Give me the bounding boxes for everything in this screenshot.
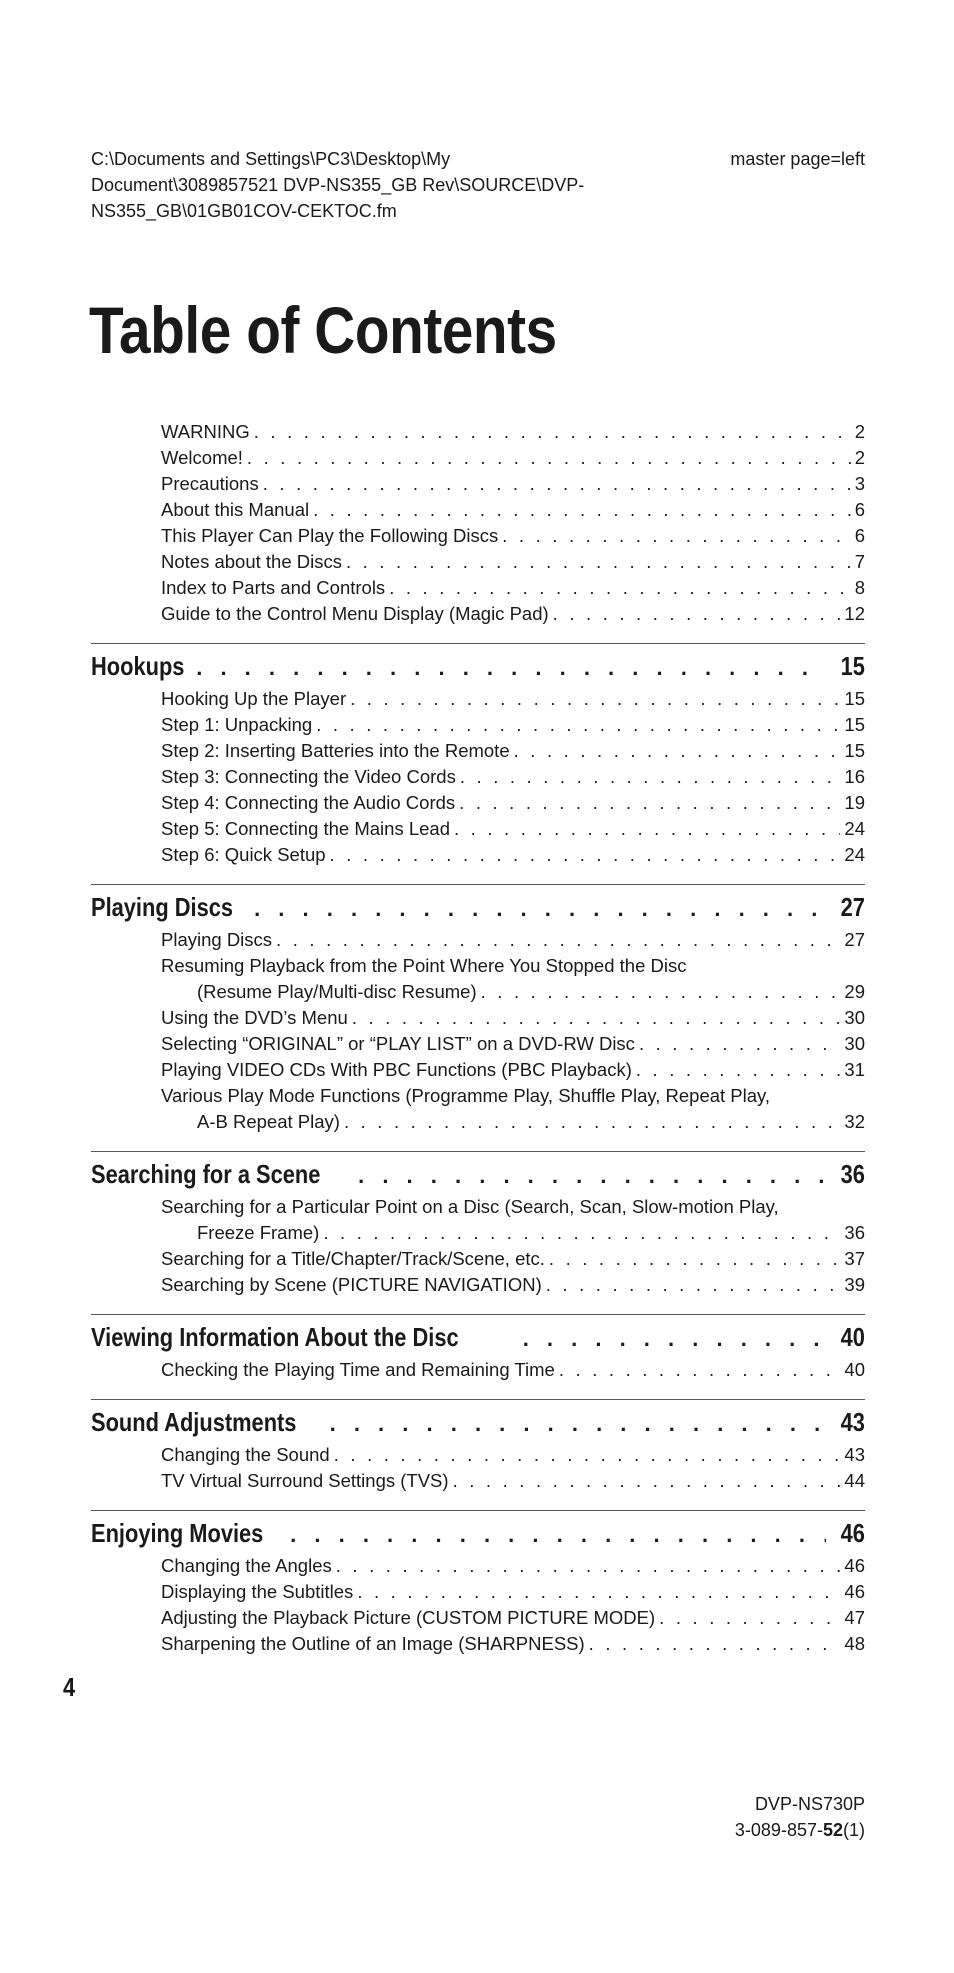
toc-section [91, 1510, 865, 1657]
toc-entry-line: Resuming Playback from the Point Where You Stopped the Disc [161, 955, 687, 976]
footer [735, 1791, 865, 1843]
dot-leader [549, 1246, 841, 1272]
toc-entry [91, 738, 865, 764]
section-page: 15 [840, 651, 865, 681]
toc-entry-title: Searching for a Title/Chapter/Track/Scene, etc. [161, 1248, 545, 1269]
toc-entry [91, 471, 865, 497]
toc-entry-title: Searching by Scene (PICTURE NAVIGATION) [161, 1274, 542, 1295]
toc-entry [91, 1005, 865, 1031]
dot-leader [502, 523, 850, 549]
toc-entry [91, 686, 865, 712]
toc-entry-page: 15 [844, 740, 865, 761]
dot-leader [559, 1357, 841, 1383]
toc-entry [91, 1031, 865, 1057]
toc-entry-page: 39 [844, 1274, 865, 1295]
toc-entry [91, 497, 865, 523]
dot-leader [254, 889, 826, 929]
toc-entry-page: 29 [844, 981, 865, 1002]
section-page: 46 [840, 1518, 865, 1548]
toc-entry-title: Welcome! [161, 447, 243, 468]
toc-entry-title: Freeze Frame) [197, 1222, 320, 1243]
toc-entry-line: Various Play Mode Functions (Programme Play, Shuffle Play, Repeat Play, [161, 1085, 771, 1106]
toc-entry-title: Checking the Playing Time and Remaining Time [161, 1359, 555, 1380]
section-heading [91, 887, 865, 927]
toc-entry-title: Step 3: Connecting the Video Cords [161, 766, 456, 787]
toc-entry-page: 12 [844, 603, 865, 624]
toc-entry-page: 32 [844, 1111, 865, 1132]
toc-entry-title: Step 1: Unpacking [161, 714, 313, 735]
dot-leader [254, 419, 851, 445]
toc-entry-page: 6 [854, 525, 865, 546]
section-title: Hookups [91, 651, 185, 681]
toc-entry [91, 1605, 865, 1631]
toc-entry-title: A-B Repeat Play) [197, 1111, 340, 1132]
dot-leader [523, 1319, 826, 1359]
toc-entry [91, 1272, 865, 1298]
part-code-bold: 52 [822, 1820, 843, 1840]
dot-leader [454, 816, 840, 842]
toc-entry-title: Guide to the Control Menu Display (Magic Pad) [161, 603, 549, 624]
toc-entry-title: (Resume Play/Multi-disc Resume) [197, 981, 477, 1002]
part-code-suffix: (1) [843, 1820, 865, 1840]
section-title: Viewing Information About the Disc [91, 1322, 459, 1352]
toc-entry-page: 24 [844, 818, 865, 839]
toc-entry [91, 1057, 865, 1083]
toc-entry-title: Precautions [161, 473, 259, 494]
toc-entry-page: 43 [844, 1444, 865, 1465]
toc-entry [91, 523, 865, 549]
section-title: Sound Adjustments [91, 1407, 297, 1437]
toc-entry-page: 2 [854, 447, 865, 468]
dot-leader [196, 648, 826, 688]
section-heading [91, 1317, 865, 1357]
dot-leader [357, 1579, 840, 1605]
toc-entry-page: 7 [854, 551, 865, 572]
toc-entry [91, 1109, 865, 1135]
dot-leader [352, 1005, 841, 1031]
section-title: Playing Discs [91, 892, 234, 922]
dot-leader [659, 1605, 840, 1631]
toc-entry-title: Sharpening the Outline of an Image (SHARPNESS) [161, 1633, 585, 1654]
toc-entry [91, 712, 865, 738]
toc-entry-title: This Player Can Play the Following Discs [161, 525, 499, 546]
toc-entry-title: Changing the Angles [161, 1555, 332, 1576]
dot-leader [459, 790, 840, 816]
toc-entry [91, 601, 865, 627]
dot-leader [330, 1404, 826, 1444]
toc-entry-page: 40 [844, 1359, 865, 1380]
dot-leader [453, 1468, 841, 1494]
dot-leader [330, 842, 841, 868]
toc-entry [91, 842, 865, 868]
toc-entry [91, 1468, 865, 1494]
toc-entry-title: Changing the Sound [161, 1444, 330, 1465]
toc-entry [91, 1246, 865, 1272]
section-heading [91, 646, 865, 686]
toc-entry [91, 790, 865, 816]
toc-entry-title: Step 4: Connecting the Audio Cords [161, 792, 456, 813]
section-page: 27 [840, 892, 865, 922]
toc-entry-page: 2 [854, 421, 865, 442]
toc-entry [91, 1357, 865, 1383]
table-of-contents [91, 419, 865, 1657]
dot-leader [276, 927, 840, 953]
toc-entry-title: Hooking Up the Player [161, 688, 347, 709]
section-page: 43 [840, 1407, 865, 1437]
toc-entry-page: 37 [844, 1248, 865, 1269]
dot-leader [336, 1553, 841, 1579]
dot-leader [263, 471, 851, 497]
section-page: 36 [840, 1159, 865, 1189]
model-number: DVP-NS730P [754, 1794, 865, 1814]
toc-entry-page: 36 [844, 1222, 865, 1243]
toc-section [91, 643, 865, 868]
toc-entry-title: Selecting “ORIGINAL” or “PLAY LIST” on a DVD-RW Disc [161, 1033, 635, 1054]
dot-leader [514, 738, 841, 764]
dot-leader [344, 1109, 840, 1135]
page-title: Table of Contents [89, 293, 557, 367]
toc-section [91, 1314, 865, 1383]
toc-entry-title: Step 6: Quick Setup [161, 844, 326, 865]
toc-entry-title: Step 2: Inserting Batteries into the Remote [161, 740, 510, 761]
dot-leader [350, 686, 840, 712]
section-heading [91, 1513, 865, 1553]
toc-entry-page: 15 [844, 688, 865, 709]
toc-entry-page: 44 [844, 1470, 865, 1491]
toc-entry-page: 24 [844, 844, 865, 865]
file-path-line: C:\Documents and Settings\PC3\Desktop\My [91, 149, 451, 169]
dot-leader [639, 1031, 840, 1057]
toc-entry-page: 46 [844, 1581, 865, 1602]
toc-entry [91, 927, 865, 953]
dot-leader [460, 764, 841, 790]
toc-entry [91, 764, 865, 790]
dot-leader [358, 1156, 826, 1196]
toc-entry-title: Step 5: Connecting the Mains Lead [161, 818, 450, 839]
toc-entry-page: 8 [854, 577, 865, 598]
toc-entry-page: 27 [844, 929, 865, 950]
section-heading [91, 1402, 865, 1442]
dot-leader [553, 601, 841, 627]
dot-leader [481, 979, 841, 1005]
toc-entry-page: 31 [844, 1059, 865, 1080]
toc-entry-page: 30 [844, 1007, 865, 1028]
dot-leader [636, 1057, 841, 1083]
toc-entry-page: 48 [844, 1633, 865, 1654]
dot-leader [290, 1515, 826, 1555]
section-heading [91, 1154, 865, 1194]
dot-leader [346, 549, 851, 575]
dot-leader [316, 712, 840, 738]
section-title: Enjoying Movies [91, 1518, 264, 1548]
dot-leader [334, 1442, 841, 1468]
toc-entry [91, 1579, 865, 1605]
toc-entry [91, 816, 865, 842]
toc-entry [91, 1220, 865, 1246]
toc-entry-title: Index to Parts and Controls [161, 577, 386, 598]
section-title: Searching for a Scene [91, 1159, 321, 1189]
dot-leader [589, 1631, 841, 1657]
toc-entry-title: Playing Discs [161, 929, 273, 950]
toc-entry-title: Displaying the Subtitles [161, 1581, 354, 1602]
toc-entry-page: 6 [854, 499, 865, 520]
file-path-line: NS355_GB\01GB01COV-CEKTOC.fm [91, 201, 397, 221]
master-page-label: master page=left [730, 149, 865, 169]
toc-entry [91, 549, 865, 575]
part-code [735, 1817, 865, 1843]
toc-entry [91, 979, 865, 1005]
toc-entry-title: Notes about the Discs [161, 551, 342, 572]
toc-section [91, 1151, 865, 1298]
dot-leader [389, 575, 851, 601]
toc-entry-title: Using the DVD’s Menu [161, 1007, 348, 1028]
toc-entry-page: 19 [844, 792, 865, 813]
dot-leader [323, 1220, 840, 1246]
toc-entry [91, 1553, 865, 1579]
toc-entry [91, 419, 865, 445]
toc-entry-page: 46 [844, 1555, 865, 1576]
file-path-line: Document\3089857521 DVP-NS355_GB Rev\SOURCE\DVP- [91, 175, 585, 195]
toc-entry-page: 15 [844, 714, 865, 735]
toc-entry-title: About this Manual [161, 499, 310, 520]
toc-sections [91, 643, 865, 1657]
toc-entry-page: 16 [844, 766, 865, 787]
page-number: 4 [63, 1672, 76, 1702]
toc-entry-title: Playing VIDEO CDs With PBC Functions (PBC Playback) [161, 1059, 632, 1080]
toc-entry-page: 30 [844, 1033, 865, 1054]
toc-entry-title: Adjusting the Playback Picture (CUSTOM PICTURE MODE) [161, 1607, 656, 1628]
intro-entries [91, 419, 865, 627]
section-page: 40 [840, 1322, 865, 1352]
toc-entry [91, 445, 865, 471]
dot-leader [546, 1272, 841, 1298]
toc-entry [91, 575, 865, 601]
file-path-header [91, 146, 651, 224]
toc-entry-title: WARNING [161, 421, 250, 442]
toc-entry [91, 1442, 865, 1468]
part-code-prefix: 3-089-857- [734, 1820, 823, 1840]
toc-entry-line: Searching for a Particular Point on a Disc (Search, Scan, Slow-motion Play, [161, 1196, 779, 1217]
toc-entry-title: TV Virtual Surround Settings (TVS) [161, 1470, 449, 1491]
dot-leader [247, 445, 851, 471]
toc-entry-page: 47 [844, 1607, 865, 1628]
toc-entry [91, 1631, 865, 1657]
dot-leader [313, 497, 851, 523]
toc-section [91, 1399, 865, 1494]
toc-section [91, 884, 865, 1135]
toc-entry-page: 3 [854, 473, 865, 494]
